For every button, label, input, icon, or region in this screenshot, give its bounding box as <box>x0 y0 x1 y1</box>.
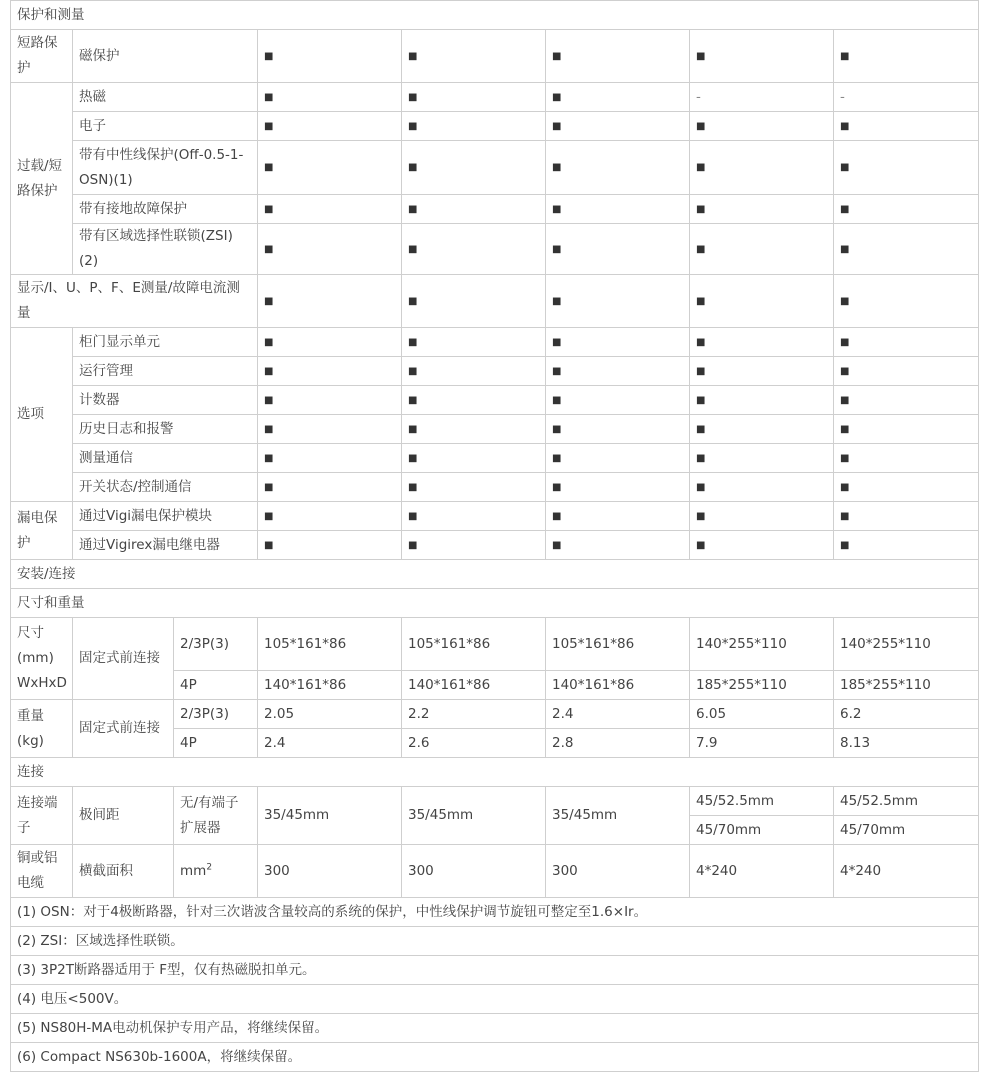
row-group-earth-leakage: 漏电保护 <box>11 502 73 560</box>
section-title-dimensions: 尺寸和重量 <box>11 589 979 618</box>
mark-cell: ■ <box>690 502 834 531</box>
value-cell: 2.05 <box>258 700 402 729</box>
table-row <box>11 112 979 141</box>
table-row <box>11 386 979 415</box>
unit-text: mm <box>180 862 207 879</box>
mark-cell: ■ <box>690 275 834 328</box>
table-row <box>11 700 979 729</box>
mark-cell: ■ <box>258 141 402 195</box>
table-row <box>11 787 979 816</box>
mark-cell: ■ <box>546 112 690 141</box>
row-label-magnetic: 磁保护 <box>73 30 258 83</box>
row-group-short-circuit: 短路保护 <box>11 30 73 83</box>
note-row <box>11 956 979 985</box>
mark-cell: ■ <box>258 328 402 357</box>
section-row-installation <box>11 560 979 589</box>
dash-cell: - <box>834 83 979 112</box>
value-cell: 2.2 <box>402 700 546 729</box>
row-group-weight: 重量(kg) <box>11 700 73 758</box>
value-cell: 45/70mm <box>690 816 834 845</box>
value-cell: 2.4 <box>258 729 402 758</box>
mark-cell: ■ <box>258 83 402 112</box>
mark-cell: ■ <box>690 30 834 83</box>
mark-cell: ■ <box>834 30 979 83</box>
mark-cell: ■ <box>258 473 402 502</box>
section-row-dimensions <box>11 589 979 618</box>
table-row <box>11 845 979 898</box>
value-cell: 300 <box>258 845 402 898</box>
mark-cell: ■ <box>402 357 546 386</box>
mark-cell: ■ <box>546 531 690 560</box>
value-cell: 105*161*86 <box>402 618 546 671</box>
note-row <box>11 1043 979 1072</box>
mark-cell: ■ <box>834 444 979 473</box>
mark-cell: ■ <box>402 141 546 195</box>
mark-cell: ■ <box>834 531 979 560</box>
footnote: (6) Compact NS630b-1600A，将继续保留。 <box>11 1043 979 1072</box>
row-group-cable: 铜或铝电缆 <box>11 845 73 898</box>
mark-cell: ■ <box>834 415 979 444</box>
mark-cell: ■ <box>834 224 979 275</box>
row-label-door-display: 柜门显示单元 <box>73 328 258 357</box>
row-group-options: 选项 <box>11 328 73 502</box>
row-label-thermal-magnetic: 热磁 <box>73 83 258 112</box>
row-label-pitch: 极间距 <box>73 787 174 845</box>
footnote: (5) NS80H-MA电动机保护专用产品，将继续保留。 <box>11 1014 979 1043</box>
value-cell: 105*161*86 <box>546 618 690 671</box>
row-label-spreader: 无/有端子扩展器 <box>174 787 258 845</box>
table-row <box>11 275 979 328</box>
mark-cell: ■ <box>690 357 834 386</box>
mark-cell: ■ <box>258 415 402 444</box>
mark-cell: ■ <box>546 444 690 473</box>
value-cell: 300 <box>546 845 690 898</box>
table-row <box>11 502 979 531</box>
row-label-fixed-front: 固定式前连接 <box>73 700 174 758</box>
mark-cell: ■ <box>546 83 690 112</box>
table-row <box>11 83 979 112</box>
note-row <box>11 927 979 956</box>
row-label-zsi: 带有区域选择性联锁(ZSI)(2) <box>73 224 258 275</box>
mark-cell: ■ <box>690 473 834 502</box>
mark-cell: ■ <box>546 224 690 275</box>
mark-cell: ■ <box>258 386 402 415</box>
value-cell: 4*240 <box>690 845 834 898</box>
row-label-vigirex: 通过Vigirex漏电继电器 <box>73 531 258 560</box>
value-cell: 140*255*110 <box>834 618 979 671</box>
mark-cell: ■ <box>834 112 979 141</box>
mark-cell: ■ <box>690 328 834 357</box>
mark-cell: ■ <box>546 473 690 502</box>
row-label-vigi: 通过Vigi漏电保护模块 <box>73 502 258 531</box>
mark-cell: ■ <box>690 386 834 415</box>
table-row <box>11 531 979 560</box>
mark-cell: ■ <box>690 224 834 275</box>
footnote: (1) OSN：对于4极断路器，针对三次谐波含量较高的系统的保护，中性线保护调节旋钮可整定至1.6×Ir。 <box>11 898 979 927</box>
mark-cell: ■ <box>546 502 690 531</box>
mark-cell: ■ <box>402 112 546 141</box>
row-label-electronic: 电子 <box>73 112 258 141</box>
mark-cell: ■ <box>402 502 546 531</box>
table-row <box>11 195 979 224</box>
mark-cell: ■ <box>258 357 402 386</box>
table-row <box>11 30 979 83</box>
mark-cell: ■ <box>402 444 546 473</box>
mark-cell: ■ <box>258 531 402 560</box>
row-label-operation-mgmt: 运行管理 <box>73 357 258 386</box>
value-cell: 2.4 <box>546 700 690 729</box>
mark-cell: ■ <box>546 386 690 415</box>
mark-cell: ■ <box>546 328 690 357</box>
value-cell: 140*161*86 <box>258 671 402 700</box>
table-row <box>11 618 979 671</box>
value-cell: 185*255*110 <box>690 671 834 700</box>
mark-cell: ■ <box>546 275 690 328</box>
note-row <box>11 898 979 927</box>
pole-label: 2/3P(3) <box>174 700 258 729</box>
table-row <box>11 141 979 195</box>
value-cell: 7.9 <box>690 729 834 758</box>
row-group-size <box>11 618 73 700</box>
mark-cell: ■ <box>258 502 402 531</box>
value-cell: 35/45mm <box>546 787 690 845</box>
mark-cell: ■ <box>402 30 546 83</box>
mark-cell: ■ <box>690 531 834 560</box>
mark-cell: ■ <box>690 415 834 444</box>
mark-cell: ■ <box>834 473 979 502</box>
pole-label: 4P <box>174 729 258 758</box>
note-row <box>11 985 979 1014</box>
mark-cell: ■ <box>546 195 690 224</box>
mark-cell: ■ <box>402 224 546 275</box>
mark-cell: ■ <box>402 83 546 112</box>
value-cell: 140*255*110 <box>690 618 834 671</box>
section-title-connection: 连接 <box>11 758 979 787</box>
mark-cell: ■ <box>402 328 546 357</box>
value-cell: 45/52.5mm <box>690 787 834 816</box>
value-cell: 185*255*110 <box>834 671 979 700</box>
table-row <box>11 444 979 473</box>
size-label: 尺寸(mm) <box>17 625 54 666</box>
value-cell: 2.8 <box>546 729 690 758</box>
mark-cell: ■ <box>258 224 402 275</box>
row-group-terminal: 连接端子 <box>11 787 73 845</box>
mark-cell: ■ <box>834 328 979 357</box>
row-label-switch-comm: 开关状态/控制通信 <box>73 473 258 502</box>
mark-cell: ■ <box>402 195 546 224</box>
unit-cell <box>174 845 258 898</box>
mark-cell: ■ <box>834 502 979 531</box>
value-cell: 2.6 <box>402 729 546 758</box>
mark-cell: ■ <box>834 357 979 386</box>
mark-cell: ■ <box>402 473 546 502</box>
table-row <box>11 415 979 444</box>
value-cell: 6.05 <box>690 700 834 729</box>
footnote: (4) 电压<500V。 <box>11 985 979 1014</box>
mark-cell: ■ <box>690 195 834 224</box>
mark-cell: ■ <box>834 195 979 224</box>
footnote: (3) 3P2T断路器适用于 F型，仅有热磁脱扣单元。 <box>11 956 979 985</box>
value-cell: 45/52.5mm <box>834 787 979 816</box>
mark-cell: ■ <box>546 415 690 444</box>
value-cell: 35/45mm <box>258 787 402 845</box>
row-label-display: 显示/I、U、P、F、E测量/故障电流测量 <box>11 275 258 328</box>
mark-cell: ■ <box>690 444 834 473</box>
mark-cell: ■ <box>258 112 402 141</box>
section-title-protection: 保护和测量 <box>11 1 979 30</box>
mark-cell: ■ <box>402 415 546 444</box>
table-row <box>11 224 979 275</box>
value-cell: 300 <box>402 845 546 898</box>
value-cell: 35/45mm <box>402 787 546 845</box>
row-label-neutral: 带有中性线保护(Off-0.5-1-OSN)(1) <box>73 141 258 195</box>
mark-cell: ■ <box>258 444 402 473</box>
note-row <box>11 1014 979 1043</box>
value-cell: 45/70mm <box>834 816 979 845</box>
value-cell: 140*161*86 <box>402 671 546 700</box>
mark-cell: ■ <box>402 275 546 328</box>
size-sublabel: WxHxD <box>17 675 67 691</box>
mark-cell: ■ <box>834 386 979 415</box>
mark-cell: ■ <box>258 30 402 83</box>
row-label-ground-fault: 带有接地故障保护 <box>73 195 258 224</box>
mark-cell: ■ <box>690 112 834 141</box>
unit-superscript: 2 <box>206 862 213 872</box>
pole-label: 2/3P(3) <box>174 618 258 671</box>
value-cell: 4*240 <box>834 845 979 898</box>
mark-cell: ■ <box>546 141 690 195</box>
table-row <box>11 473 979 502</box>
mark-cell: ■ <box>402 386 546 415</box>
row-label-cross-section: 横截面积 <box>73 845 174 898</box>
mark-cell: ■ <box>834 275 979 328</box>
mark-cell: ■ <box>258 275 402 328</box>
footnote: (2) ZSI：区域选择性联锁。 <box>11 927 979 956</box>
row-label-history: 历史日志和报警 <box>73 415 258 444</box>
dash-cell: - <box>690 83 834 112</box>
section-title-installation: 安装/连接 <box>11 560 979 589</box>
table-row <box>11 357 979 386</box>
value-cell: 140*161*86 <box>546 671 690 700</box>
section-row-protection <box>11 1 979 30</box>
pole-label: 4P <box>174 671 258 700</box>
table-row <box>11 328 979 357</box>
mark-cell: ■ <box>258 195 402 224</box>
row-label-fixed-front: 固定式前连接 <box>73 618 174 700</box>
value-cell: 8.13 <box>834 729 979 758</box>
row-label-counter: 计数器 <box>73 386 258 415</box>
mark-cell: ■ <box>834 141 979 195</box>
value-cell: 6.2 <box>834 700 979 729</box>
row-label-measure-comm: 测量通信 <box>73 444 258 473</box>
mark-cell: ■ <box>690 141 834 195</box>
spec-table <box>10 0 979 1072</box>
mark-cell: ■ <box>546 357 690 386</box>
row-group-overload: 过载/短路保护 <box>11 83 73 275</box>
value-cell: 105*161*86 <box>258 618 402 671</box>
mark-cell: ■ <box>402 531 546 560</box>
section-row-connection <box>11 758 979 787</box>
mark-cell: ■ <box>546 30 690 83</box>
